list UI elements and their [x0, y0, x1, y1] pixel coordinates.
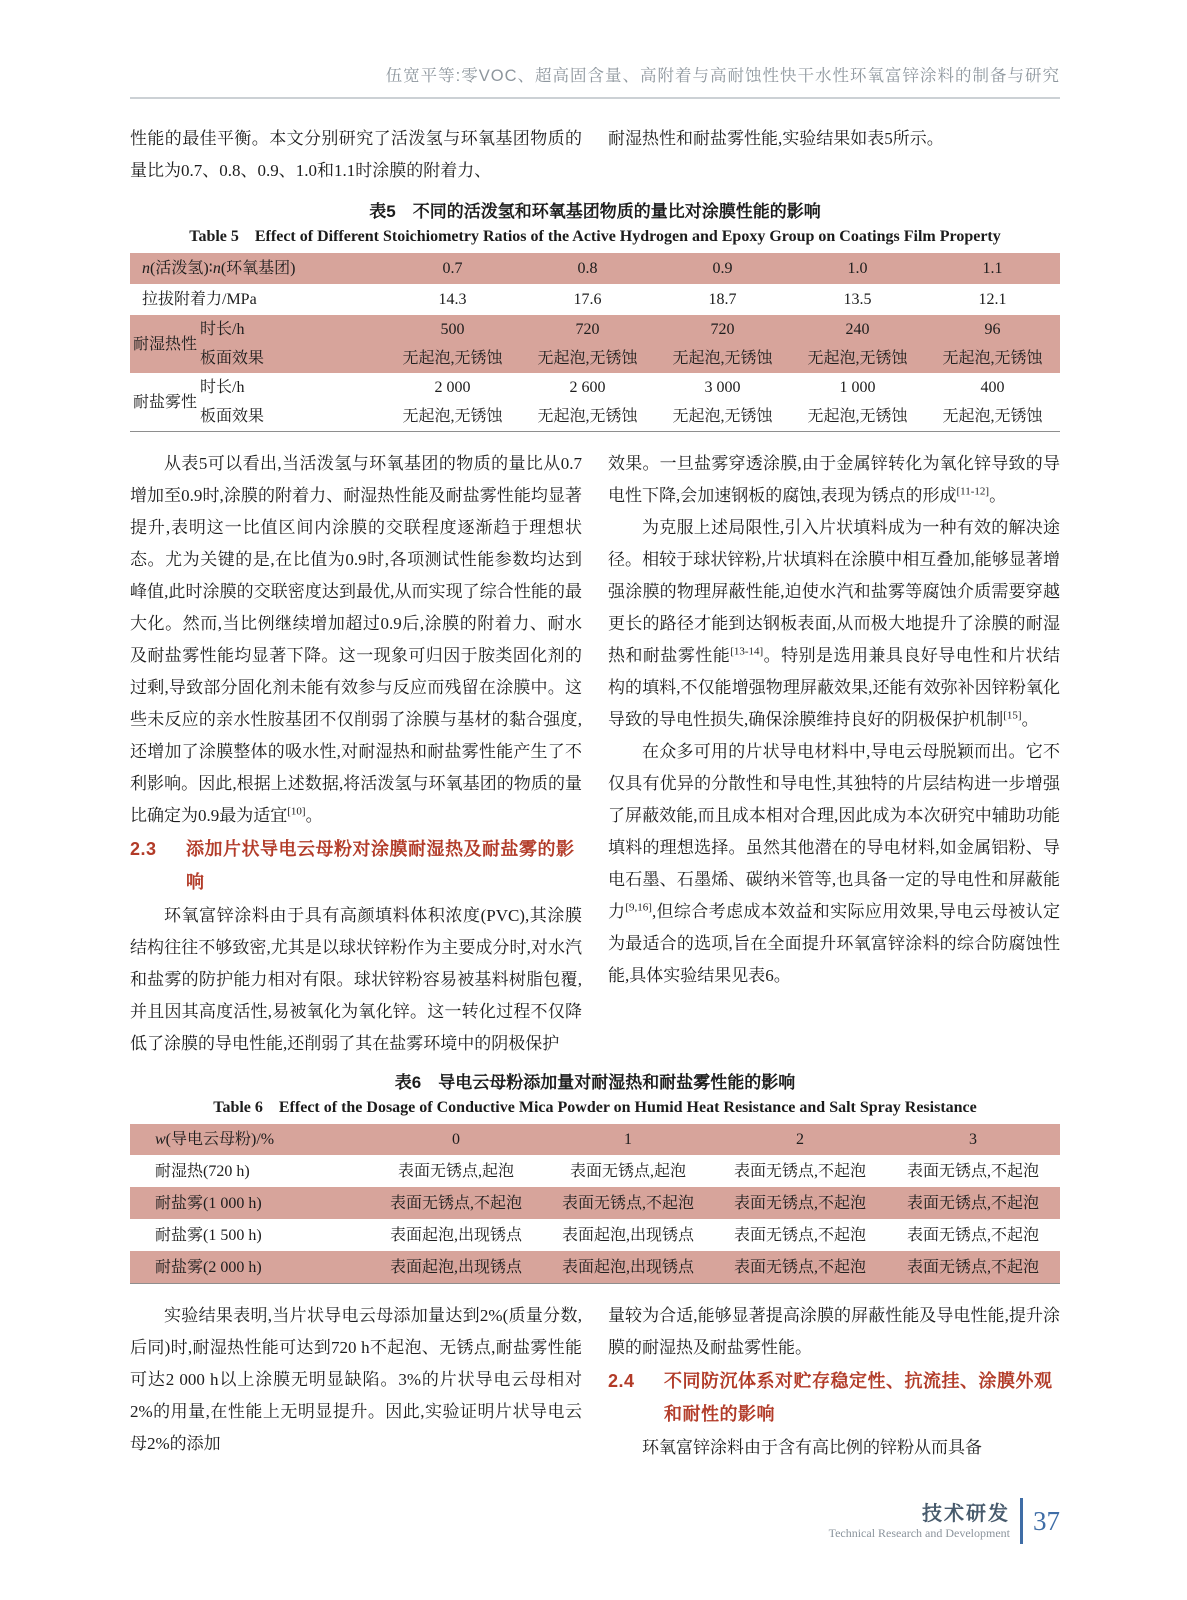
table5-block	[130, 199, 1060, 432]
page-number: 37	[1033, 1505, 1060, 1536]
table-cell: 无起泡,无锈蚀	[925, 344, 1060, 373]
table-cell: 无起泡,无锈蚀	[672, 408, 773, 425]
table-cell: 0.9	[655, 253, 790, 284]
page-footer	[829, 1498, 1060, 1544]
table6-dosage-label: w(导电云母粉)/%	[130, 1124, 370, 1155]
table-row	[130, 284, 1060, 315]
table-cell: 无起泡,无锈蚀	[942, 408, 1043, 425]
table-cell: 500	[385, 315, 520, 344]
paragraph: 环氧富锌涂料由于具有高颜填料体积浓度(PVC),其涂膜结构往往不够致密,尤其是以球状锌粉作为主要成分时,对水汽和盐雾的防护能力相对有限。球状锌粉容易被基料树脂包覆,并且因其高度活性,易被氧化为氧化锌。这一转化过程不仅降低了涂膜的导电性能,还削弱了其在盐雾环境中的阴极保护	[130, 906, 582, 1053]
table-cell: 表面无锈点,起泡	[397, 1162, 514, 1180]
paragraph: 在众多可用的片状导电材料中,导电云母脱颖而出。它不仅具有优异的分散性和导电性,其独特的片层结构进一步增强了屏蔽效能,而且成本相对合理,因此成为本次研究中辅助功能填料的理想选择。虽然其他潜在的导电材料,如金属铝粉、导电石墨、石墨烯、碳纳米管等,也具备一定的导电性和屏蔽能力[9,16],但综合考虑成本效益和实际应用效果,导电云母被认定为最适合的选项,旨在全面提升环氧富锌涂料的综合防腐蚀性能,具体实验结果见表6。	[608, 742, 1061, 985]
table-row	[130, 373, 1060, 402]
section-number: 2.3	[130, 839, 157, 859]
table6-row-label: 耐湿热(720 h)	[155, 1162, 250, 1180]
table-cell: 14.3	[438, 291, 467, 308]
paragraph: 效果。一旦盐雾穿透涂膜,由于金属锌转化为氧化锌导致的导电性下降,会加速钢板的腐蚀,表现为锈点的形成[11-12]。	[608, 454, 1060, 505]
table-row	[130, 1251, 1060, 1284]
page-content	[130, 0, 1060, 1464]
main-text-row	[130, 448, 1060, 1060]
table6-title-en: Table 6 Effect of the Dosage of Conductive Mica Powder on Humid Heat Resistance and Salt Spray Resistance	[213, 1099, 977, 1116]
table-cell: 0.7	[385, 253, 520, 284]
table5-title-en: Table 5 Effect of Different Stoichiometry Ratios of the Active Hydrogen and Epoxy Group on Coatings Film Property	[189, 228, 1001, 245]
table-cell: 13.5	[843, 291, 872, 308]
footer-section-en: Technical Research and Development	[828, 1525, 1010, 1540]
footer-section-name	[829, 1502, 1010, 1541]
section-title: 不同防沉体系对贮存稳定性、抗流挂、涂膜外观和耐性的影响	[664, 1371, 1053, 1424]
table-cell: 0	[370, 1124, 542, 1155]
table5-panel-label: 板面效果	[200, 408, 265, 425]
table-row	[130, 402, 1060, 432]
table-cell: 17.6	[573, 291, 602, 308]
table-cell: 1.1	[925, 253, 1060, 284]
table5-adhesion-label: 拉拔附着力/MPa	[142, 291, 257, 308]
table-cell: 720	[520, 315, 655, 344]
paragraph: 量较为合适,能够显著提高涂膜的屏蔽性能及导电性能,提升涂膜的耐湿热及耐盐雾性能。	[608, 1306, 1060, 1357]
table-cell: 96	[925, 315, 1060, 344]
table-row	[130, 1124, 1060, 1155]
table-cell: 无起泡,无锈蚀	[807, 408, 908, 425]
intro-row	[130, 123, 1060, 187]
table-cell: 1	[542, 1124, 714, 1155]
table-cell: 无起泡,无锈蚀	[790, 344, 925, 373]
footer-divider-bar	[1020, 1498, 1023, 1544]
table5-salt-group-label: 耐盐雾性	[132, 393, 197, 411]
table-cell: 表面无锈点,起泡	[569, 1162, 686, 1180]
table-cell: 表面无锈点,不起泡	[714, 1251, 886, 1284]
table6-block	[130, 1070, 1060, 1284]
table-cell: 表面无锈点,不起泡	[886, 1187, 1060, 1219]
table-cell: 表面无锈点,不起泡	[906, 1226, 1039, 1244]
paragraph: 为克服上述局限性,引入片状填料成为一种有效的解决途径。相较于球状锌粉,片状填料在涂膜中相互叠加,能够显著增强涂膜的物理屏蔽性能,迫使水汽和盐雾等腐蚀介质需要穿越更长的路径才能到达钢板表面,从而极大地提升了涂膜的耐湿热和耐盐雾性能[13-14]。特别是选用兼具良好导电性和片状结构的填料,不仅能增强物理屏蔽效果,还能有效弥补因锌粉氧化导致的导电性损失,确保涂膜维持良好的阴极保护机制[15]。	[608, 518, 1061, 729]
table-cell: 无起泡,无锈蚀	[655, 344, 790, 373]
section-heading-2-3	[130, 833, 582, 899]
table5-ratio-label: n(活泼氢)∶n(环氧基团)	[130, 253, 385, 284]
table5-duration-label: 时长/h	[200, 315, 385, 344]
table-cell: 表面起泡,出现锈点	[561, 1226, 694, 1244]
table-cell: 无起泡,无锈蚀	[385, 344, 520, 373]
table-cell: 表面无锈点,不起泡	[370, 1187, 542, 1219]
table-cell: 2 600	[569, 379, 606, 396]
section-heading-2-4	[608, 1365, 1060, 1431]
table-cell: 表面无锈点,不起泡	[886, 1251, 1060, 1284]
table5-duration-label: 时长/h	[200, 379, 245, 396]
table6-title-zh: 表6 导电云母粉添加量对耐湿热和耐盐雾性能的影响	[394, 1073, 796, 1092]
table-cell: 240	[790, 315, 925, 344]
table6-row-label: 耐盐雾(1 000 h)	[130, 1187, 370, 1219]
section-number: 2.4	[608, 1371, 635, 1391]
table-cell: 2	[714, 1124, 886, 1155]
table-cell: 无起泡,无锈蚀	[520, 344, 655, 373]
paragraph: 性能的最佳平衡。本文分别研究了活泼氢与环氧基团物质的量比为0.7、0.8、0.9、1.0和1.1时涂膜的附着力、	[130, 129, 582, 180]
table-cell: 表面无锈点,不起泡	[542, 1187, 714, 1219]
running-header	[130, 0, 1060, 99]
table5-panel-label: 板面效果	[200, 344, 385, 373]
intro-right-column	[608, 123, 1060, 187]
table5-humid-group-label: 耐湿热性	[130, 315, 200, 373]
table-cell: 3 000	[704, 379, 741, 396]
table-cell: 表面无锈点,不起泡	[733, 1226, 866, 1244]
table-row	[130, 1187, 1060, 1219]
table-cell: 表面无锈点,不起泡	[906, 1162, 1039, 1180]
table-cell: 720	[655, 315, 790, 344]
table-cell: 2 000	[434, 379, 471, 396]
footer-section-zh: 技术研发	[922, 1502, 1010, 1525]
table-cell: 3	[886, 1124, 1060, 1155]
bottom-text-row	[130, 1300, 1060, 1464]
table-cell: 表面起泡,出现锈点	[389, 1226, 522, 1244]
paragraph: 实验结果表明,当片状导电云母添加量达到2%(质量分数,后同)时,耐湿热性能可达到720 h不起泡、无锈点,耐盐雾性能可达2 000 h以上涂膜无明显缺陷。3%的片状导电云母相对2%的用量,在性能上无明显提升。因此,实验证明片状导电云母2%的添加	[130, 1306, 582, 1453]
table-row	[130, 344, 1060, 373]
table-row	[130, 1155, 1060, 1187]
table-cell: 400	[980, 379, 1005, 396]
table-row	[130, 1219, 1060, 1251]
table-cell: 0.8	[520, 253, 655, 284]
table-cell: 无起泡,无锈蚀	[402, 408, 503, 425]
table5	[130, 253, 1060, 432]
table6-row-label: 耐盐雾(2 000 h)	[130, 1251, 370, 1284]
table5-title-zh: 表5 不同的活泼氢和环氧基团物质的量比对涂膜性能的影响	[369, 202, 821, 221]
table-row	[130, 315, 1060, 344]
table-cell: 表面起泡,出现锈点	[542, 1251, 714, 1284]
main-left-column	[130, 448, 582, 1060]
section-title: 添加片状导电云母粉对涂膜耐湿热及耐盐雾的影响	[186, 839, 575, 892]
main-right-column	[608, 448, 1060, 1060]
table-cell: 表面无锈点,不起泡	[733, 1162, 866, 1180]
running-header-title: 伍宽平等:零VOC、超高固含量、高附着与高耐蚀性快干水性环氧富锌涂料的制备与研究	[385, 67, 1060, 85]
table-cell: 1.0	[790, 253, 925, 284]
paragraph: 从表5可以看出,当活泼氢与环氧基团的物质的量比从0.7增加至0.9时,涂膜的附着力、耐湿热性能及耐盐雾性能均显著提升,表明这一比值区间内涂膜的交联程度逐渐趋于理想状态。尤为关键的是,在比值为0.9时,各项测试性能参数均达到峰值,此时涂膜的交联密度达到最优,从而实现了综合性能的最大化。然而,当比例继续增加超过0.9后,涂膜的附着力、耐水及耐盐雾性能均显著下降。这一现象可归因于胺类固化剂的过剩,导致部分固化剂未能有效参与反应而残留在涂膜中。这些未反应的亲水性胺基团不仅削弱了涂膜与基材的黏合强度,还增加了涂膜整体的吸水性,对耐湿热和耐盐雾性能产生了不利影响。因此,根据上述数据,将活泼氢与环氧基团的物质的量比确定为0.9最为适宜[10]。	[130, 454, 582, 825]
intro-left-column	[130, 123, 582, 187]
table-cell: 12.1	[978, 291, 1007, 308]
table-cell: 表面起泡,出现锈点	[370, 1251, 542, 1284]
table-cell: 无起泡,无锈蚀	[537, 408, 638, 425]
bottom-left-column	[130, 1300, 582, 1464]
paragraph: 环氧富锌涂料由于含有高比例的锌粉从而具备	[642, 1438, 982, 1457]
table6-row-label: 耐盐雾(1 500 h)	[155, 1226, 262, 1244]
bottom-right-column	[608, 1300, 1060, 1464]
table-cell: 1 000	[839, 379, 876, 396]
paragraph: 耐湿热性和耐盐雾性能,实验结果如表5所示。	[608, 129, 944, 148]
table6	[130, 1124, 1060, 1284]
table-row	[130, 253, 1060, 284]
table-cell: 18.7	[708, 291, 737, 308]
table-cell: 表面无锈点,不起泡	[714, 1187, 886, 1219]
